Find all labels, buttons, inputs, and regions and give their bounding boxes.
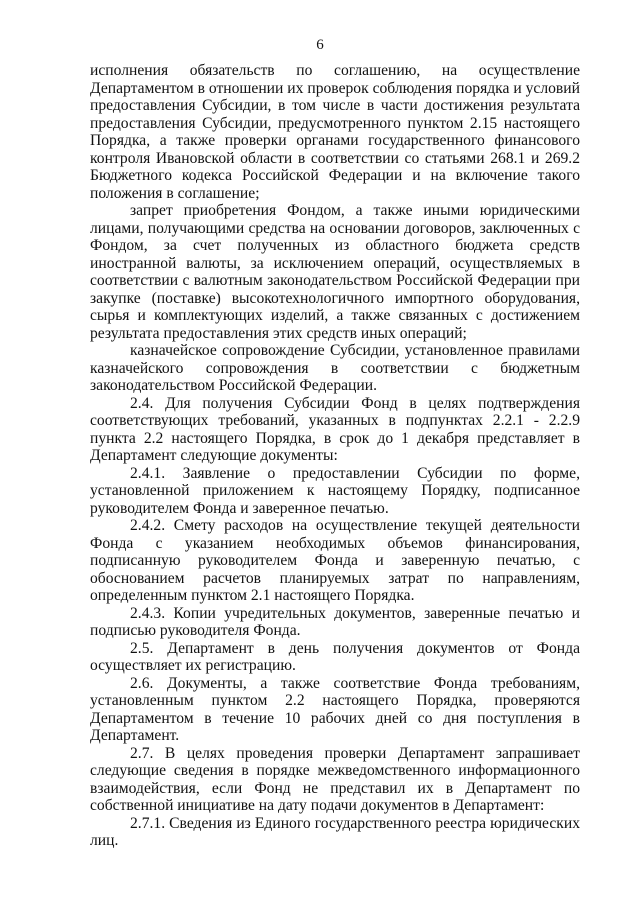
page-number: 6 — [316, 37, 324, 53]
paragraph-2-7-1: 2.7.1. Сведения из Единого государственного реестра юридических лиц. — [90, 814, 580, 849]
paragraph-treasury-support: казначейское сопровождение Субсидии, установленное правилами казначейского сопровождения в соответствии с бюджетным законодательством Российской Федерации. — [90, 342, 580, 394]
paragraph-obligations-consent: исполнения обязательств по соглашению, на осуществление Департаментом в отношении их проверок соблюдения порядка и условий предоставления Субсидии, в том числе в части достижения результата предоставления Субсидии, предусмотренного пунктом 2.15 настоящего Порядка, а также проверки органами государственного финансового контроля Ивановской области в соответствии со статьями 268.1 и 269.2 Бюджетного кодекса Российской Федерации и на включение такого положения в соглашение; — [90, 62, 580, 202]
paragraph-2-4-1: 2.4.1. Заявление о предоставлении Субсидии по форме, установленной приложением к настоящему Порядку, подписанное руководителем Фонда и заверенное печатью. — [90, 464, 580, 517]
paragraph-currency-ban: запрет приобретения Фондом, а также иными юридическими лицами, получающими средства на основании договоров, заключенных с Фондом, за счет полученных из областного бюджета средств иностранной валюты, за исключением операций, осуществляемых в соответствии с валютным законодательством Российской Федерации при закупке (поставке) высокотехнологичного импортного оборудования, сырья и комплектующих изделий, а также связанных с достижением результата предоставления этих средств иных операций; — [90, 202, 580, 342]
paragraph-2-5: 2.5. Департамент в день получения документов от Фонда осуществляет их регистрацию. — [90, 639, 580, 674]
paragraph-2-6: 2.6. Документы, а также соответствие Фонда требованиям, установленным пунктом 2.2 настоящего Порядка, проверяются Департаментом в течение 10 рабочих дней со дня поступления в Департамент. — [90, 674, 580, 744]
paragraph-2-4: 2.4. Для получения Субсидии Фонд в целях подтверждения соответствующих требований, указанных в подпунктах 2.2.1 - 2.2.9 пункта 2.2 настоящего Порядка, в срок до 1 декабря представляет в Департамент следующие документы: — [90, 394, 580, 464]
paragraph-2-4-2: 2.4.2. Смету расходов на осуществление текущей деятельности Фонда с указанием необходимых объемов финансирования, подписанную руководителем Фонда и заверенную печатью, с обоснованием расчетов планируемых затрат по направлениям, определенным пунктом 2.1 настоящего Порядка. — [90, 517, 580, 604]
paragraph-2-4-3: 2.4.3. Копии учредительных документов, заверенные печатью и подписью руководителя Фонда. — [90, 604, 580, 639]
paragraph-2-7: 2.7. В целях проведения проверки Департамент запрашивает следующие сведения в порядке межведомственного информационного взаимодействия, если Фонд не представил их в Департамент по собственной инициативе на дату подачи документов в Департамент: — [90, 744, 580, 814]
document-body — [90, 62, 580, 850]
